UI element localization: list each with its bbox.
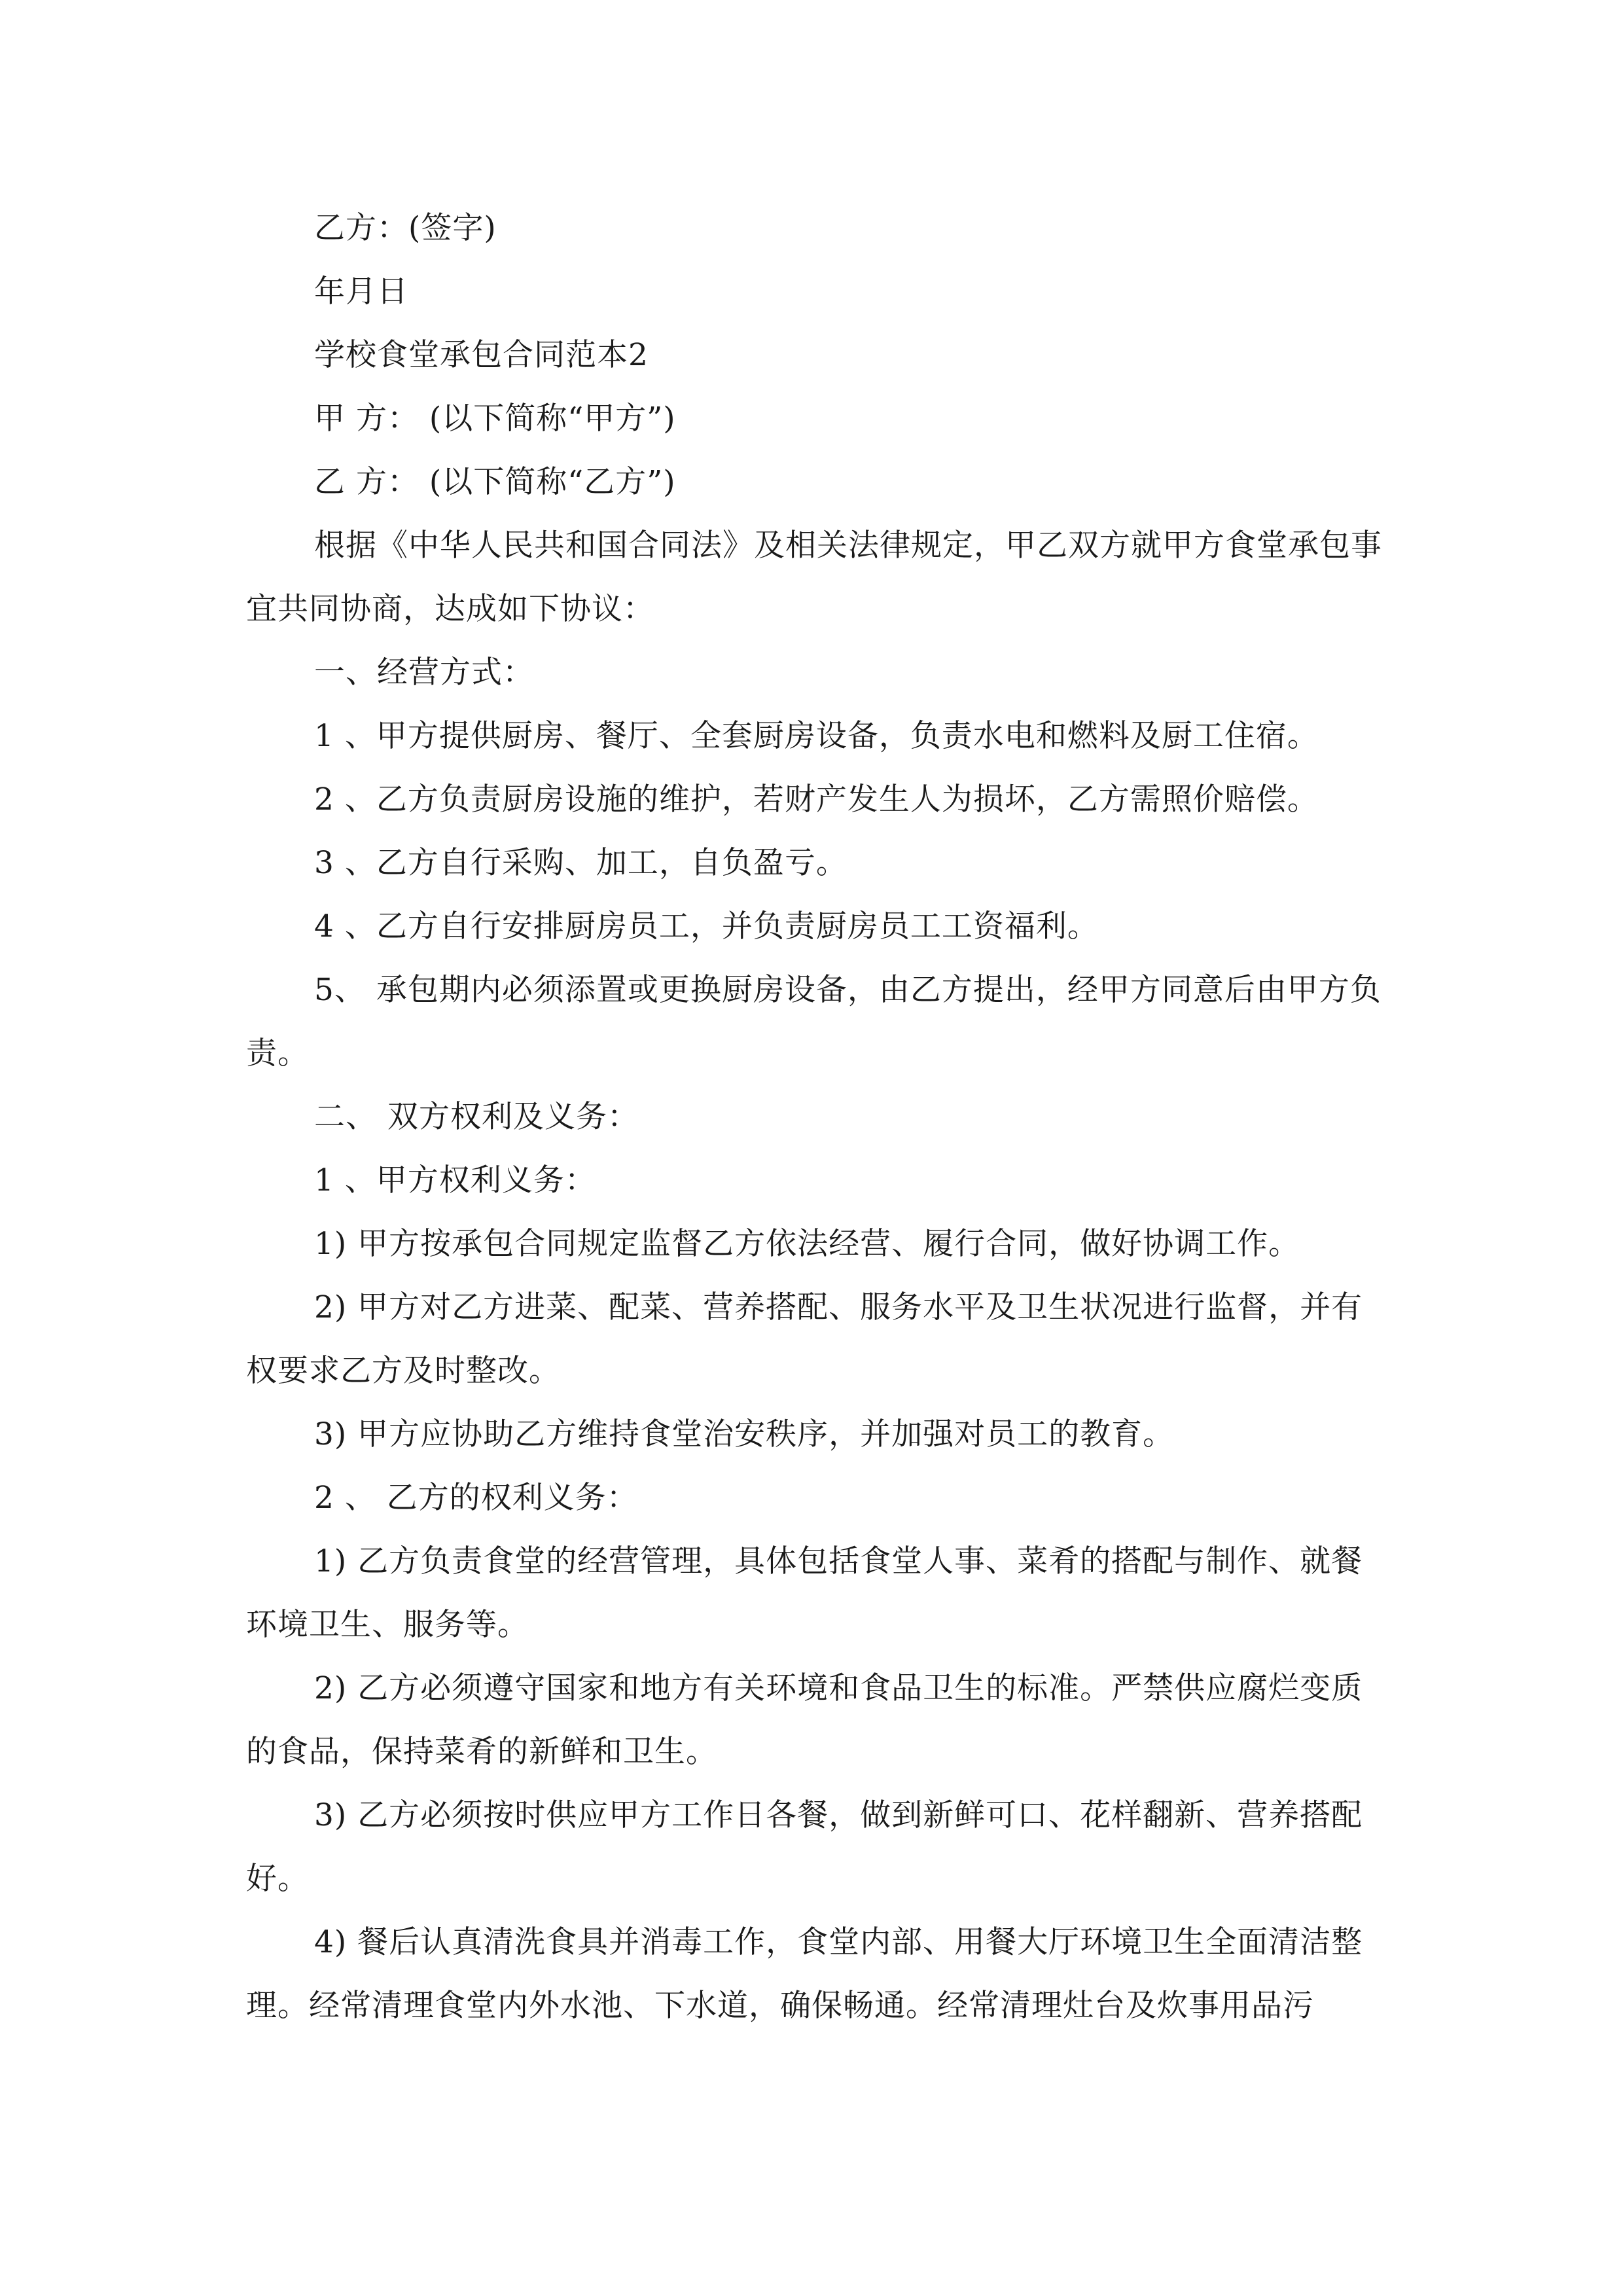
clause-paragraph: 1 、甲方提供厨房、餐厅、全套厨房设备，负责水电和燃料及厨工住宿。	[314, 718, 1319, 754]
clause-paragraph: 4 、乙方自行安排厨房员工，并负责厨房员工工资福利。	[314, 908, 1099, 944]
clause-paragraph: 5、 承包期内必须添置或更换厨房设备，由乙方提出，经甲方同意后由甲方负责。	[246, 972, 1382, 1071]
signature-line: 乙方：(签字)	[314, 210, 497, 246]
clause-paragraph: 2) 甲方对乙方进菜、配菜、营养搭配、服务水平及卫生状况进行监督，并有权要求乙方及时整改。	[246, 1289, 1363, 1389]
party-a-line: 甲 方： (以下简称“甲方”)	[314, 401, 676, 437]
subsection-heading-party-b: 2 、 乙方的权利义务：	[314, 1480, 638, 1516]
contract-title: 学校食堂承包合同范本2	[314, 337, 649, 373]
clause-paragraph: 2) 乙方必须遵守国家和地方有关环境和食品卫生的标准。严禁供应腐烂变质的食品，保持菜肴的新鲜和卫生。	[246, 1670, 1363, 1770]
clause-paragraph: 2 、乙方负责厨房设施的维护，若财产发生人为损坏，乙方需照价赔偿。	[314, 781, 1319, 817]
subsection-heading-party-a: 1 、甲方权利义务：	[314, 1162, 596, 1198]
section-heading-rights-obligations: 二、 双方权利及义务：	[314, 1099, 639, 1135]
clause-paragraph: 3) 甲方应协助乙方维持食堂治安秩序，并加强对员工的教育。	[314, 1416, 1175, 1452]
clause-paragraph: 4) 餐后认真清洗食具并消毒工作，食堂内部、用餐大厅环境卫生全面清洁整理。经常清理食堂内外水池、下水道，确保畅通。经常清理灶台及炊事用品污	[246, 1924, 1363, 2024]
preamble-paragraph: 根据《中华人民共和国合同法》及相关法律规定，甲乙双方就甲方食堂承包事宜共同协商，达成如下协议：	[246, 528, 1382, 627]
date-line: 年月日	[314, 274, 408, 310]
clause-paragraph: 1) 乙方负责食堂的经营管理，具体包括食堂人事、菜肴的搭配与制作、就餐环境卫生、服务等。	[246, 1543, 1363, 1643]
clause-paragraph: 3) 乙方必须按时供应甲方工作日各餐，做到新鲜可口、花样翻新、营养搭配好。	[246, 1797, 1363, 1897]
section-heading-operation-mode: 一、经营方式：	[314, 655, 534, 691]
clause-paragraph: 3 、乙方自行采购、加工，自负盈亏。	[314, 845, 847, 881]
party-b-line: 乙 方： (以下简称“乙方”)	[314, 464, 676, 500]
contract-text	[246, 196, 1385, 2037]
clause-paragraph: 1) 甲方按承包合同规定监督乙方依法经营、履行合同，做好协调工作。	[314, 1226, 1300, 1262]
